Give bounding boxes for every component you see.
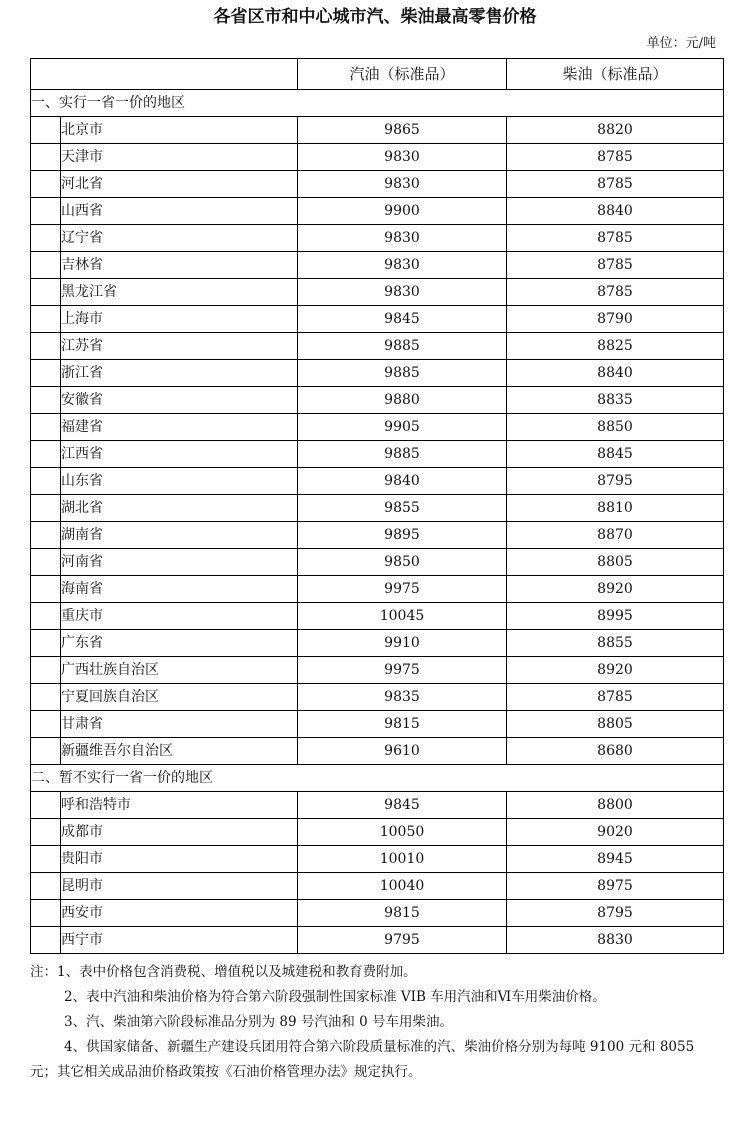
- gasoline-price-cell: 9840: [298, 468, 507, 495]
- gasoline-price-cell: 9880: [298, 387, 507, 414]
- region-name-cell: 新疆维吾尔自治区: [61, 738, 298, 765]
- row-indent-cell: [31, 711, 61, 738]
- gasoline-price-cell: 10010: [298, 846, 507, 873]
- table-row: [31, 927, 724, 954]
- region-name-cell: 甘肃省: [61, 711, 298, 738]
- gasoline-price-cell: 9855: [298, 495, 507, 522]
- gasoline-price-cell: 9815: [298, 711, 507, 738]
- unit-label: 单位：元/吨: [646, 36, 716, 51]
- row-indent-cell: [31, 900, 61, 927]
- diesel-price-cell: 8920: [507, 657, 724, 684]
- row-indent-cell: [31, 144, 61, 171]
- row-indent-cell: [31, 306, 61, 333]
- region-name-cell: 江西省: [61, 441, 298, 468]
- region-name-cell: 湖北省: [61, 495, 298, 522]
- table-row: [31, 117, 724, 144]
- diesel-price-cell: 8840: [507, 360, 724, 387]
- diesel-price-cell: 8785: [507, 144, 724, 171]
- section-row-non-unified: [31, 765, 724, 792]
- row-indent-cell: [31, 198, 61, 225]
- row-indent-cell: [31, 387, 61, 414]
- row-indent-cell: [31, 252, 61, 279]
- table-row: [31, 252, 724, 279]
- region-name-cell: 昆明市: [61, 873, 298, 900]
- row-indent-cell: [31, 333, 61, 360]
- gasoline-price-cell: 9815: [298, 900, 507, 927]
- gasoline-price-cell: 10045: [298, 603, 507, 630]
- row-indent-cell: [31, 522, 61, 549]
- region-name-cell: 呼和浩特市: [61, 792, 298, 819]
- section-heading-unified: 一、实行一省一价的地区: [31, 90, 724, 117]
- table-row: [31, 522, 724, 549]
- diesel-price-cell: 8790: [507, 306, 724, 333]
- gasoline-price-cell: 9885: [298, 360, 507, 387]
- table-row: [31, 333, 724, 360]
- row-indent-cell: [31, 792, 61, 819]
- table-row: [31, 468, 724, 495]
- diesel-price-cell: 8975: [507, 873, 724, 900]
- gasoline-price-cell: 9795: [298, 927, 507, 954]
- section-heading-non-unified: 二、暂不实行一省一价的地区: [31, 765, 724, 792]
- gasoline-price-cell: 9905: [298, 414, 507, 441]
- region-name-cell: 重庆市: [61, 603, 298, 630]
- diesel-price-cell: 8840: [507, 198, 724, 225]
- row-indent-cell: [31, 117, 61, 144]
- region-name-cell: 贵阳市: [61, 846, 298, 873]
- diesel-price-cell: 8795: [507, 468, 724, 495]
- table-row: [31, 387, 724, 414]
- footnote-3: 3、汽、柴油第六阶段标准品分别为 89 号汽油和 0 号车用柴油。: [64, 1014, 454, 1030]
- gasoline-price-cell: 9830: [298, 171, 507, 198]
- table-row: [31, 657, 724, 684]
- region-name-cell: 黑龙江省: [61, 279, 298, 306]
- gasoline-price-cell: 10040: [298, 873, 507, 900]
- gasoline-price-cell: 9830: [298, 279, 507, 306]
- region-name-cell: 辽宁省: [61, 225, 298, 252]
- table-row: [31, 792, 724, 819]
- table-row: [31, 900, 724, 927]
- gasoline-price-cell: 9895: [298, 522, 507, 549]
- gasoline-price-cell: 9865: [298, 117, 507, 144]
- gasoline-price-cell: 9850: [298, 549, 507, 576]
- page-title: 各省区市和中心城市汽、柴油最高零售价格: [213, 7, 537, 27]
- gasoline-price-cell: 9845: [298, 792, 507, 819]
- table-row: [31, 414, 724, 441]
- row-indent-cell: [31, 657, 61, 684]
- region-name-cell: 河南省: [61, 549, 298, 576]
- gasoline-price-cell: 9885: [298, 333, 507, 360]
- row-indent-cell: [31, 549, 61, 576]
- row-indent-cell: [31, 927, 61, 954]
- diesel-price-cell: 8805: [507, 549, 724, 576]
- diesel-price-cell: 8995: [507, 603, 724, 630]
- row-indent-cell: [31, 684, 61, 711]
- region-name-cell: 山西省: [61, 198, 298, 225]
- row-indent-cell: [31, 738, 61, 765]
- region-name-cell: 福建省: [61, 414, 298, 441]
- diesel-price-cell: 8785: [507, 225, 724, 252]
- table-row: [31, 306, 724, 333]
- region-column-header: [31, 59, 298, 90]
- region-name-cell: 成都市: [61, 819, 298, 846]
- table-row: [31, 711, 724, 738]
- footnote-2: 2、表中汽油和柴油价格为符合第六阶段强制性国家标准 VIB 车用汽油和Ⅵ车用柴油价格。: [64, 989, 606, 1005]
- gasoline-price-cell: 9975: [298, 576, 507, 603]
- region-name-cell: 西安市: [61, 900, 298, 927]
- table-row: [31, 873, 724, 900]
- diesel-price-cell: 8810: [507, 495, 724, 522]
- diesel-price-cell: 8785: [507, 252, 724, 279]
- table-header-row: [31, 59, 724, 90]
- region-name-cell: 吉林省: [61, 252, 298, 279]
- gasoline-price-cell: 9830: [298, 144, 507, 171]
- region-name-cell: 西宁市: [61, 927, 298, 954]
- region-name-cell: 海南省: [61, 576, 298, 603]
- diesel-price-cell: 8850: [507, 414, 724, 441]
- table-row: [31, 144, 724, 171]
- table-row: [31, 441, 724, 468]
- diesel-price-cell: 8830: [507, 927, 724, 954]
- diesel-price-cell: 8945: [507, 846, 724, 873]
- table-row: [31, 279, 724, 306]
- diesel-price-cell: 8845: [507, 441, 724, 468]
- diesel-price-cell: 8820: [507, 117, 724, 144]
- region-name-cell: 江苏省: [61, 333, 298, 360]
- row-indent-cell: [31, 441, 61, 468]
- diesel-price-cell: 8785: [507, 684, 724, 711]
- footnote-1: 注：1、表中价格包含消费税、增值税以及城建税和教育费附加。: [30, 964, 417, 980]
- row-indent-cell: [31, 603, 61, 630]
- row-indent-cell: [31, 873, 61, 900]
- table-row: [31, 225, 724, 252]
- gasoline-price-cell: 9910: [298, 630, 507, 657]
- region-name-cell: 河北省: [61, 171, 298, 198]
- table-row: [31, 684, 724, 711]
- table-row: [31, 630, 724, 657]
- gasoline-column-header: 汽油（标准品）: [298, 59, 507, 90]
- row-indent-cell: [31, 360, 61, 387]
- row-indent-cell: [31, 414, 61, 441]
- table-row: [31, 603, 724, 630]
- row-indent-cell: [31, 279, 61, 306]
- region-name-cell: 北京市: [61, 117, 298, 144]
- diesel-price-cell: 8795: [507, 900, 724, 927]
- row-indent-cell: [31, 576, 61, 603]
- row-indent-cell: [31, 630, 61, 657]
- diesel-column-header: 柴油（标准品）: [507, 59, 724, 90]
- footnote-4: 4、供国家储备、新疆生产建设兵团用符合第六阶段质量标准的汽、柴油价格分别为每吨 9100 元和 8055 元；其它相关成品油价格政策按《石油价格管理办法》规定执行。: [30, 1039, 695, 1080]
- table-row: [31, 846, 724, 873]
- region-name-cell: 安徽省: [61, 387, 298, 414]
- row-indent-cell: [31, 495, 61, 522]
- gasoline-price-cell: 9835: [298, 684, 507, 711]
- diesel-price-cell: 8920: [507, 576, 724, 603]
- diesel-price-cell: 8800: [507, 792, 724, 819]
- row-indent-cell: [31, 846, 61, 873]
- table-row: [31, 738, 724, 765]
- region-name-cell: 浙江省: [61, 360, 298, 387]
- row-indent-cell: [31, 225, 61, 252]
- diesel-price-cell: 8680: [507, 738, 724, 765]
- gasoline-price-cell: 9610: [298, 738, 507, 765]
- diesel-price-cell: 8855: [507, 630, 724, 657]
- table-row: [31, 198, 724, 225]
- table-row: [31, 171, 724, 198]
- gasoline-price-cell: 9830: [298, 225, 507, 252]
- diesel-price-cell: 8785: [507, 279, 724, 306]
- table-row: [31, 495, 724, 522]
- table-row: [31, 549, 724, 576]
- region-name-cell: 上海市: [61, 306, 298, 333]
- gasoline-price-cell: 9830: [298, 252, 507, 279]
- table-row: [31, 819, 724, 846]
- gasoline-price-cell: 9885: [298, 441, 507, 468]
- gasoline-price-cell: 9900: [298, 198, 507, 225]
- diesel-price-cell: 8835: [507, 387, 724, 414]
- region-name-cell: 广东省: [61, 630, 298, 657]
- table-row: [31, 360, 724, 387]
- diesel-price-cell: 8825: [507, 333, 724, 360]
- diesel-price-cell: 8785: [507, 171, 724, 198]
- table-row: [31, 576, 724, 603]
- diesel-price-cell: 8870: [507, 522, 724, 549]
- gasoline-price-cell: 9975: [298, 657, 507, 684]
- row-indent-cell: [31, 468, 61, 495]
- region-name-cell: 广西壮族自治区: [61, 657, 298, 684]
- region-name-cell: 湖南省: [61, 522, 298, 549]
- section-row-unified: [31, 90, 724, 117]
- region-name-cell: 宁夏回族自治区: [61, 684, 298, 711]
- price-table: [30, 58, 724, 954]
- diesel-price-cell: 8805: [507, 711, 724, 738]
- region-name-cell: 山东省: [61, 468, 298, 495]
- footnotes: [30, 960, 723, 1085]
- row-indent-cell: [31, 171, 61, 198]
- region-name-cell: 天津市: [61, 144, 298, 171]
- diesel-price-cell: 9020: [507, 819, 724, 846]
- row-indent-cell: [31, 819, 61, 846]
- gasoline-price-cell: 10050: [298, 819, 507, 846]
- gasoline-price-cell: 9845: [298, 306, 507, 333]
